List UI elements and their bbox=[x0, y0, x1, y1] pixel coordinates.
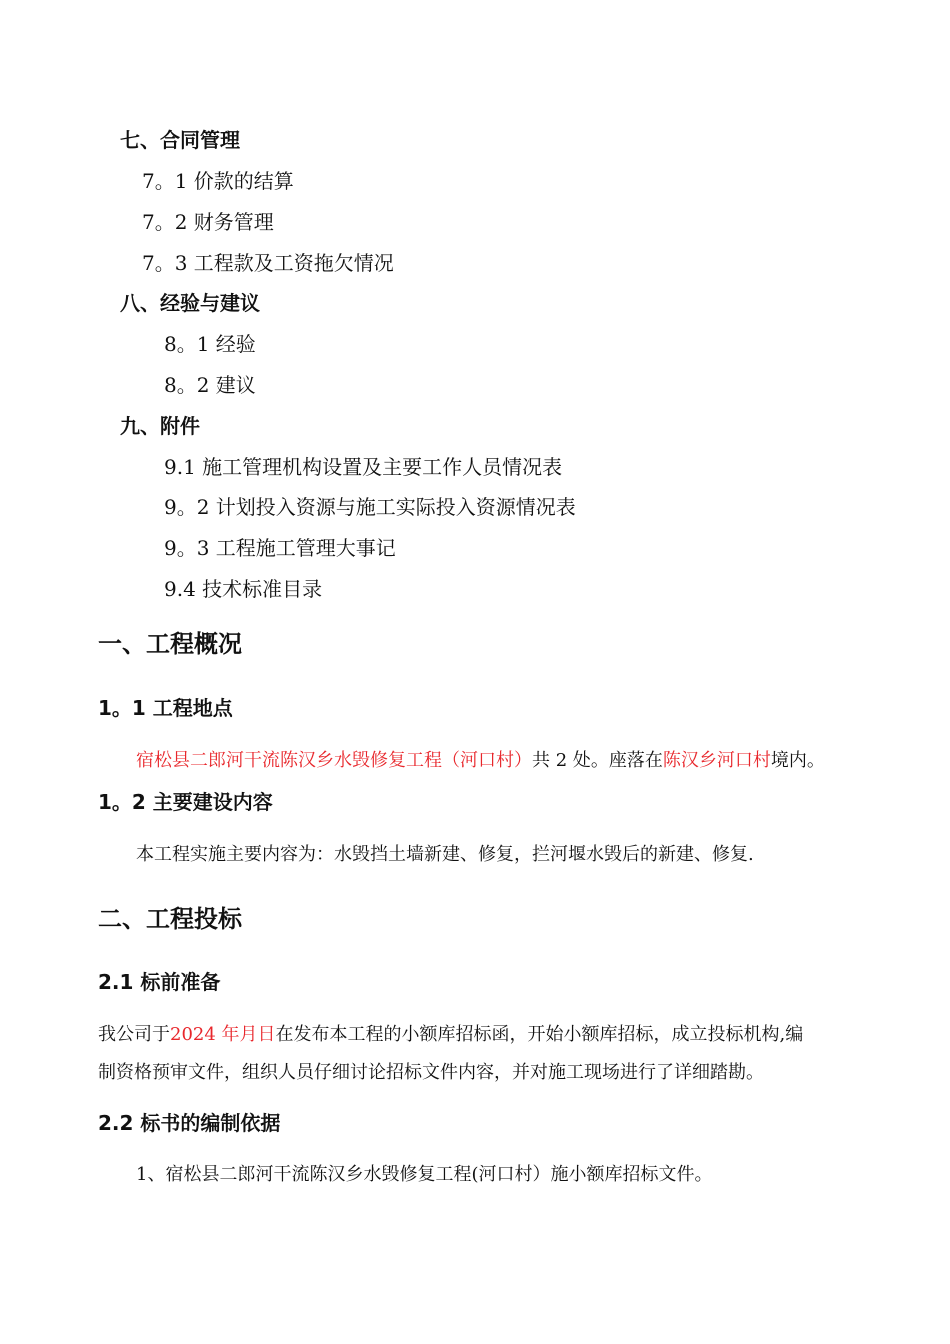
heading-main-content: 1。2 主要建设内容 bbox=[98, 790, 273, 814]
heading-project-location: 1。1 工程地点 bbox=[98, 696, 233, 720]
heading-project-overview: 一、工程概况 bbox=[98, 630, 242, 658]
heading-bidding: 二、工程投标 bbox=[98, 905, 242, 933]
toc-heading-8: 八、经验与建议 bbox=[120, 291, 260, 315]
toc-heading-7: 七、合同管理 bbox=[120, 128, 240, 152]
village-name-highlight: 陈汉乡河口村 bbox=[662, 750, 771, 771]
preparation-paragraph-line1 bbox=[98, 1020, 803, 1046]
prep-text-a: 我公司于 bbox=[98, 1024, 170, 1045]
toc-item-7-1: 7。1 价款的结算 bbox=[142, 169, 294, 193]
heading-bid-preparation: 2.1 标前准备 bbox=[98, 970, 221, 994]
location-paragraph bbox=[136, 746, 825, 772]
date-highlight: 2024 年月日 bbox=[170, 1024, 276, 1045]
toc-item-9-4: 9.4 技术标准目录 bbox=[164, 577, 323, 601]
location-text-end: 境内。 bbox=[770, 750, 825, 771]
toc-item-9-2: 9。2 计划投入资源与施工实际投入资源情况表 bbox=[164, 495, 576, 519]
basis-item-1: 1、宿松县二郎河干流陈汉乡水毁修复工程(河口村）施小额库招标文件。 bbox=[136, 1164, 713, 1185]
toc-item-8-2: 8。2 建议 bbox=[164, 373, 256, 397]
project-name-highlight: 宿松县二郎河干流陈汉乡水毁修复工程（河口村） bbox=[136, 750, 532, 771]
toc-item-7-2: 7。2 财务管理 bbox=[142, 210, 274, 234]
toc-item-7-3: 7。3 工程款及工资拖欠情况 bbox=[142, 251, 394, 275]
toc-heading-9: 九、附件 bbox=[120, 414, 200, 438]
preparation-paragraph-line2: 制资格预审文件，组织人员仔细讨论招标文件内容，并对施工现场进行了详细踏勘。 bbox=[98, 1062, 764, 1083]
toc-item-9-1: 9.1 施工管理机构设置及主要工作人员情况表 bbox=[164, 455, 563, 479]
heading-bid-basis: 2.2 标书的编制依据 bbox=[98, 1111, 281, 1135]
prep-text-b: 在发布本工程的小额库招标函，开始小额库招标，成立投标机构,编 bbox=[275, 1024, 804, 1045]
toc-item-8-1: 8。1 经验 bbox=[164, 332, 256, 356]
content-paragraph: 本工程实施主要内容为：水毁挡土墙新建、修复，拦河堰水毁后的新建、修复. bbox=[136, 844, 754, 865]
location-text: 共 2 处。座落在 bbox=[532, 750, 663, 771]
toc-item-9-3: 9。3 工程施工管理大事记 bbox=[164, 536, 396, 560]
